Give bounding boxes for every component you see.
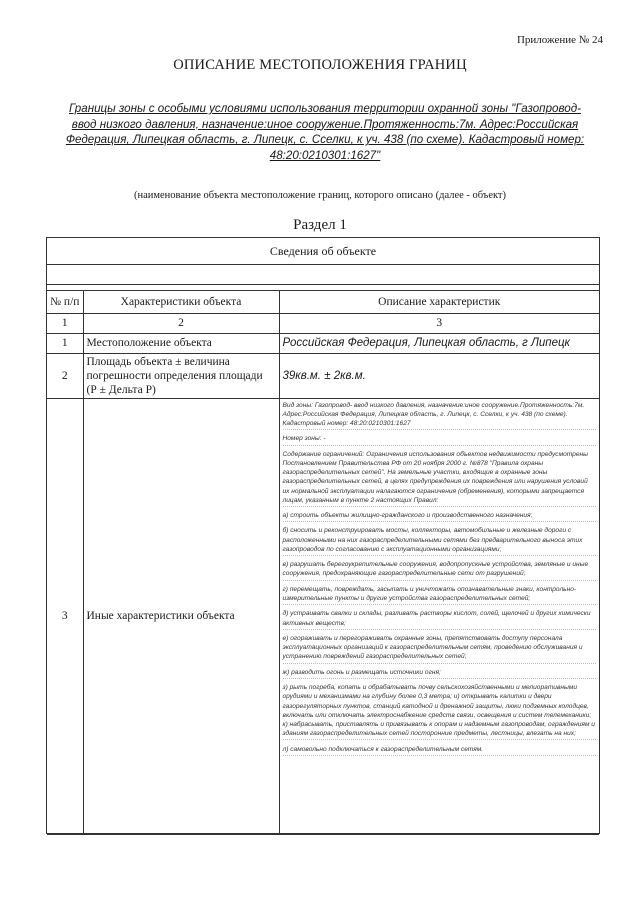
paragraph: Вид зоны: Газопровод- ввод низкого давления, назначение:иное сооружение.Протяженность:7м. Адрес:Российская Федерация, Липецкая область, г. Липецк, с. Сселки, к уч. 438 (по схеме). Кадастровый номер: 48:20:0210301:1627: [283, 401, 597, 431]
paragraph: з) рыть погреба, копать и обрабатывать почву сельскохозяйственными и мелиоративными орудиями и механизмами на глубину более 0,3 метра; и) открывать калитки и двери газорегуляторных пунктов, станций катодной и дренажной защиты, люки подземных колодцев, включать или отключать электроснабжение средств связи, освещения и систем телемеханики; к) набрасывать, приставлять и привязывать к опорам и надземным газопроводам, ограждениям и зданиям газораспределительных сетей посторонние предметы, лестницы, влезать на них;: [283, 683, 597, 740]
row-value-area: 39кв.м. ± 2кв.м.: [279, 353, 599, 398]
table-row: [47, 398, 599, 834]
row-number: 3: [47, 398, 83, 834]
row-number: 1: [47, 333, 83, 353]
column-index-2: 2: [83, 313, 279, 333]
paragraph: б) сносить и реконструировать мосты, коллекторы, автомобильные и железные дороги с расположенными на них газораспределительными сетями без предварительного выноса этих газопроводов по согласованию с эксплуатационными организациями;: [283, 526, 597, 556]
column-index-row: [47, 313, 599, 333]
row-value-other: [279, 398, 599, 834]
row-value-location: Российская Федерация, Липецкая область, г Липецк: [279, 333, 599, 353]
column-header-characteristic: Характеристики объекта: [83, 291, 279, 313]
row-characteristic: Местоположение объекта: [83, 333, 279, 353]
appendix-label: Приложение № 24: [516, 34, 603, 46]
paragraph: г) перемещать, повреждать, засыпать и уничтожать опознавательные знаки, контрольно-измерительные пункты и другие устройства газораспределительных сетей;: [283, 585, 597, 605]
section-title: Раздел 1: [293, 217, 347, 233]
row-number: 2: [47, 353, 83, 398]
paragraph: а) строить объекты жилищно-гражданского и производственного назначения;: [283, 511, 597, 522]
other-characteristics-text: [283, 401, 597, 756]
paragraph: Номер зоны: -: [283, 434, 597, 445]
characteristics-grid: [47, 291, 599, 835]
paragraph: д) устраивать свалки и склады, разливать растворы кислот, солей, щелочей и других химически активных веществ;: [283, 609, 597, 629]
table-row: [47, 333, 599, 353]
paragraph: ж) разводить огонь и размещать источники огня;: [283, 668, 597, 679]
column-header-description: Описание характеристик: [279, 291, 599, 313]
object-info-table: [46, 237, 600, 834]
object-caption: (наименование объекта местоположение границ, которого описано (далее - объект): [133, 190, 507, 201]
document-title: ОПИСАНИЕ МЕСТОПОЛОЖЕНИЯ ГРАНИЦ: [173, 57, 467, 73]
object-name: Границы зоны с особыми условиями использования территории охранной зоны "Газопровод-ввод низкого давления, назначение:иное сооружение.Протяженность:7м. Адрес:Российская Федерация, Липецкая область, г. Липецк, с. Сселки, к уч. 438 (по схеме). Кадастровый номер: 48:20:0210301:1627": [65, 102, 585, 162]
paragraph: л) самовольно подключаться к газораспределительным сетям.: [283, 745, 597, 756]
column-header-row: [47, 291, 599, 313]
row-characteristic: Площадь объекта ± величина погрешности определения площади (Р ± Дельта Р): [83, 353, 279, 398]
row-characteristic: Иные характеристики объекта: [83, 398, 279, 834]
table-row: [47, 353, 599, 398]
paragraph: в) разрушать берегоукрепительные сооружения, водопропускные устройства, земляные и иные сооружения, предохраняющие газораспределительные сети от разрушений;: [283, 560, 597, 580]
column-header-number: № п/п: [47, 291, 83, 313]
table-header-title: Сведения об объекте: [47, 238, 599, 265]
column-index-3: 3: [279, 313, 599, 333]
paragraph: е) огораживать и перегораживать охранные зоны, препятствовать доступу персонала эксплуатационных организаций к газораспределительным сетям, проведению обслуживания и устранению повреждений газораспределительных сетей;: [283, 634, 597, 664]
table-empty-row: [47, 265, 599, 285]
column-index-1: 1: [47, 313, 83, 333]
paragraph: Содержание ограничений: Ограничения использования объектов недвижимости предусмотрены Постановлением Правительства РФ от 20 ноября 2000 г. №878 "Правила охраны газораспределительных сетей". На земельные участки, входящие в охранные зоны газораспределительных сетей, в целях предупреждения их повреждения или нарушения условий их нормальной эксплуатации налагаются ограничения (обременения), которыми запрещается лицам, указанным в пункте 2 настоящих Правил:: [283, 450, 597, 507]
